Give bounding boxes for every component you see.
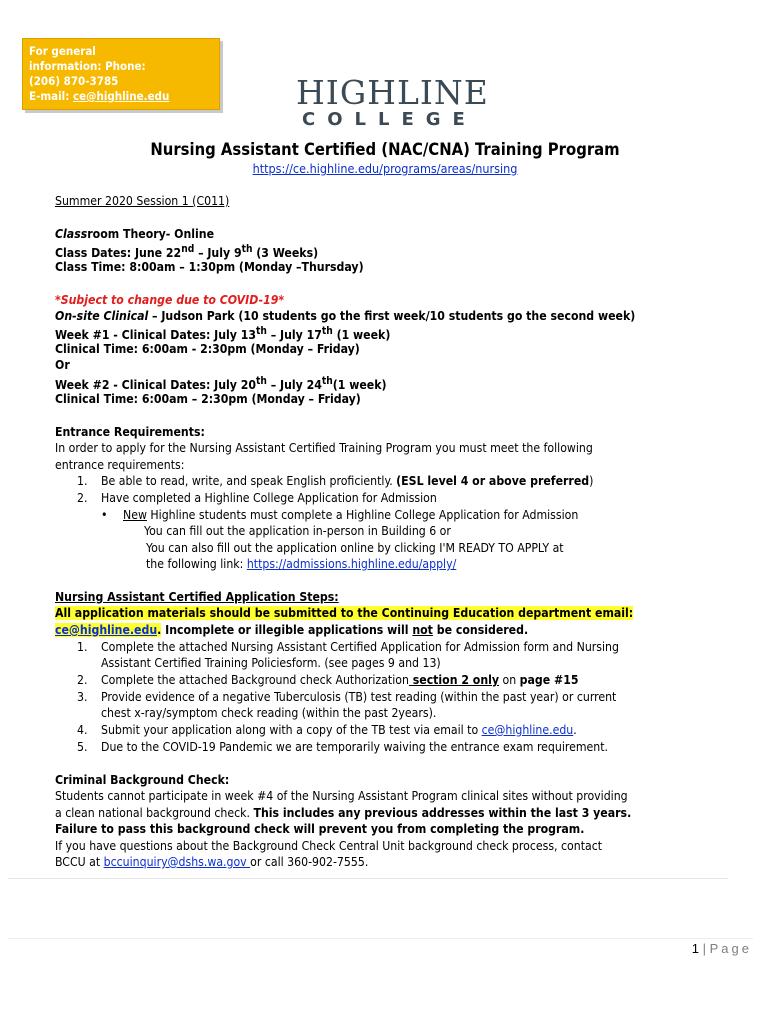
- page-number: 1: [691, 941, 700, 956]
- entrance-item-1: [77, 473, 593, 490]
- class-time: [55, 259, 364, 276]
- contact-email-link[interactable]: ce@highline.edu: [72, 89, 170, 103]
- steps-notice-2: ce@highline.edu. Incomplete or illegible applications will not be considered.: [55, 623, 529, 637]
- steps-notice-1: [55, 605, 633, 622]
- step-2-num: 2.: [77, 673, 88, 687]
- step-5-num: 5.: [77, 740, 88, 754]
- step-4-num: 4.: [77, 723, 88, 737]
- covid-notice: *Subject to change due to COVID-19*: [55, 293, 285, 307]
- classroom-theory: [55, 226, 214, 243]
- entrance-item-1-c: ): [589, 474, 594, 488]
- step-4-email-link[interactable]: ce@highline.edu: [481, 723, 574, 737]
- entrance-item-2-text: Have completed a Highline College Application for Admission: [101, 491, 437, 505]
- step-3-num: 3.: [77, 690, 88, 704]
- background-p1: Students cannot participate in week #4 of the Nursing Assistant Program clinical sites without providing: [55, 789, 628, 803]
- steps-notice-2-b: be considered.: [432, 623, 529, 637]
- steps-notice-email[interactable]: ce@highline.edu: [55, 623, 158, 637]
- step-4: [77, 722, 577, 739]
- week1-sup2: th: [321, 326, 333, 337]
- step-2-b: section 2 only: [408, 673, 500, 687]
- class-dates-b: – July 9: [194, 246, 242, 261]
- page-footer: [692, 941, 752, 958]
- clinical-time-1-text: Clinical Time: 6:00am - 2:30pm (Monday – Friday): [55, 342, 360, 356]
- entrance-bullet: [101, 507, 578, 524]
- page-word: Page: [709, 941, 752, 956]
- entrance-item-1-num: 1.: [77, 474, 88, 488]
- step-2-a: Complete the attached Background check Authorization: [101, 673, 409, 687]
- document-title: Nursing Assistant Certified (NAC/CNA) Training Program: [150, 140, 620, 159]
- footer-divider: [8, 878, 728, 879]
- entrance-item-2-num: 2.: [77, 491, 88, 505]
- or-text: Or: [55, 358, 70, 372]
- entrance-item-1-a: Be able to read, write, and speak English proficiently.: [101, 474, 397, 488]
- step-1: [77, 639, 619, 656]
- step-1-cont: Assistant Certified Training Policiesform. (see pages 9 and 13): [101, 656, 441, 670]
- entrance-sub-3-prefix: the following link:: [146, 557, 247, 571]
- logo-word-highline: HIGHLINE: [296, 73, 489, 112]
- bccu-email-link[interactable]: bccuinquiry@dshs.wa.gov: [103, 855, 251, 869]
- session-text: Summer 2020 Session 1 (C011): [55, 194, 230, 208]
- background-p2: [55, 805, 631, 822]
- class-dates-c: (3 Weeks): [252, 246, 319, 261]
- week1-a: Week #1 - Clinical Dates: July 13: [55, 328, 256, 343]
- bullet-icon: •: [101, 508, 108, 522]
- background-p3-text: Failure to pass this background check will prevent you from completing the program.: [55, 822, 585, 836]
- contact-phone: (206) 870-3785: [29, 74, 119, 88]
- steps-notice-1-text: All application materials should be submitted to the Continuing Education department email:: [55, 606, 634, 620]
- week2-b: – July 24: [266, 378, 322, 393]
- step-5-text: Due to the COVID-19 Pandemic we are temporarily waiving the entrance exam requirement.: [101, 740, 609, 754]
- contact-email-line: [29, 89, 213, 104]
- entrance-item-1-b: (ESL level 4 or above preferred: [396, 474, 590, 488]
- entrance-heading: [55, 424, 205, 441]
- onsite-rest: – Judson Park (10 students go the first week/10 students go the second week): [148, 309, 636, 323]
- steps-heading-text: Nursing Assistant Certified Application Steps:: [55, 590, 339, 604]
- week2-sup2: th: [321, 376, 333, 387]
- step-3-a: Provide evidence of a negative Tuberculosis (TB) test reading (within the past year) or current: [101, 690, 617, 704]
- program-url[interactable]: https://ce.highline.edu/programs/areas/nursing: [252, 161, 518, 176]
- contact-info-box: [22, 38, 220, 110]
- background-p5-a: BCCU at: [55, 855, 104, 869]
- step-3: [77, 689, 616, 706]
- step-5: [77, 739, 608, 756]
- background-p5-b: or call 360-902-7555.: [250, 855, 369, 869]
- step-2-d: page #15: [519, 673, 579, 687]
- clinical-time-2: [55, 391, 361, 408]
- highline-college-logo: [292, 73, 489, 132]
- background-p4: If you have questions about the Background Check Central Unit background check process, contact: [55, 839, 603, 853]
- background-p2-a: a clean national background check.: [55, 806, 254, 820]
- step-4-b: .: [573, 723, 577, 737]
- entrance-sub-1: You can fill out the application in-person in Building 6 or: [144, 524, 451, 538]
- week1-sup1: th: [256, 326, 267, 337]
- background-heading: [55, 772, 229, 789]
- step-2-c: on: [499, 673, 520, 687]
- entrance-item-2: [77, 490, 437, 507]
- page-separator: |: [699, 941, 710, 956]
- step-2: [77, 672, 578, 689]
- background-p3: [55, 821, 584, 838]
- week1-c: (1 week): [332, 328, 391, 343]
- clinical-time-1: [55, 341, 360, 358]
- bullet-new: New: [123, 508, 147, 522]
- or-label: [55, 357, 70, 374]
- entrance-intro-2: entrance requirements:: [55, 458, 185, 472]
- entrance-intro-1: In order to apply for the Nursing Assistant Certified Training Program you must meet the following: [55, 441, 593, 455]
- page-footer-divider: [8, 938, 753, 939]
- entrance-sub-3: [146, 556, 456, 573]
- logo-word-college: COLLEGE: [302, 109, 477, 130]
- session-heading: [55, 193, 229, 210]
- class-time-text: Class Time: 8:00am – 1:30pm (Monday –Thursday): [55, 260, 364, 274]
- onsite-clinical: [55, 308, 635, 325]
- program-url-link: [0, 161, 770, 178]
- classroom-rest: room Theory- Online: [87, 227, 215, 241]
- background-p2-b: This includes any previous addresses within the last 3 years.: [253, 806, 632, 820]
- class-dates-sup2: th: [241, 244, 253, 255]
- step-3-cont: chest x-ray/symptom check reading (within the past 2years).: [101, 706, 437, 720]
- class-dates-a: Class Dates: June 22: [55, 246, 182, 261]
- contact-line-2: information: Phone:: [29, 59, 146, 73]
- steps-heading: [55, 589, 339, 606]
- background-p5: [55, 854, 368, 871]
- week2-c: (1 week): [332, 378, 387, 393]
- step-4-a: Submit your application along with a copy of the TB test via email to: [101, 723, 482, 737]
- week2-sup1: th: [256, 376, 267, 387]
- background-heading-text: Criminal Background Check:: [55, 773, 230, 787]
- week1-b: – July 17: [266, 328, 322, 343]
- class-dates-sup1: nd: [181, 244, 195, 255]
- step-1-num: 1.: [77, 640, 88, 654]
- clinical-time-2-text: Clinical Time: 6:00am – 2:30pm (Monday – Friday): [55, 392, 361, 406]
- contact-line-1: For general: [29, 44, 96, 58]
- bullet-rest: Highline students must complete a Highline College Application for Admission: [146, 508, 579, 522]
- step-1-a: Complete the attached Nursing Assistant Certified Application for Admission form and Nursing: [101, 640, 619, 654]
- classroom-italic: Class: [55, 227, 88, 241]
- week2-a: Week #2 - Clinical Dates: July 20: [55, 378, 256, 393]
- contact-email-label: E-mail:: [29, 89, 73, 103]
- onsite-italic: On-site Clinical: [55, 309, 149, 323]
- steps-notice-not: not: [412, 623, 433, 637]
- entrance-heading-text: Entrance Requirements:: [55, 425, 205, 439]
- entrance-sub-2: You can also fill out the application online by clicking I'M READY TO APPLY at: [146, 541, 564, 555]
- apply-link[interactable]: https://admissions.highline.edu/apply/: [246, 557, 457, 571]
